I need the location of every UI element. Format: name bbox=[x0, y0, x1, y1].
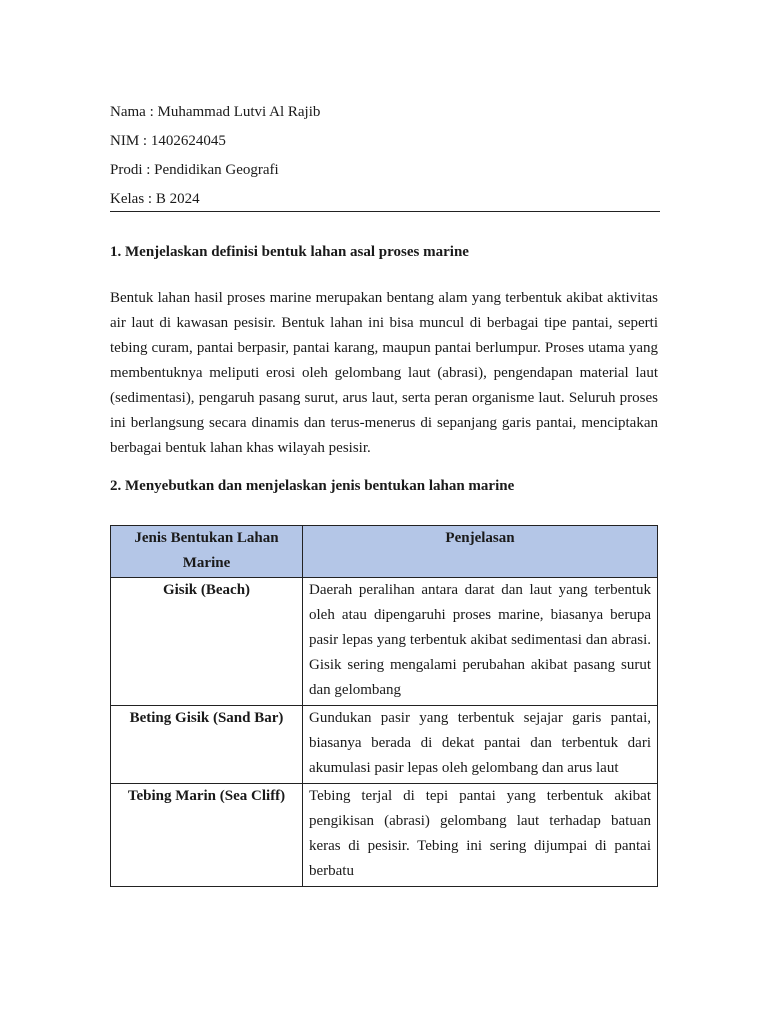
section-2-heading: 2. Menyebutkan dan menjelaskan jenis bentukan lahan marine bbox=[110, 478, 515, 494]
table-row bbox=[111, 578, 658, 706]
student-info bbox=[110, 98, 660, 214]
header-divider bbox=[110, 211, 660, 212]
table-row bbox=[111, 706, 658, 784]
landform-table bbox=[110, 525, 658, 887]
table-cell-penjelasan: Tebing terjal di tepi pantai yang terbentuk akibat pengikisan (abrasi) gelombang laut terhadap batuan keras di pesisir. Tebing ini sering dijumpai di pantai berbatu bbox=[303, 784, 658, 887]
table-header-row bbox=[111, 526, 658, 578]
table-cell-penjelasan: Daerah peralihan antara darat dan laut yang terbentuk oleh atau dipengaruhi proses marine, biasanya berupa pasir lepas yang terbentuk akibat sedimentasi dan abrasi. Gisik sering mengalami perubahan akibat pasang surut dan gelombang bbox=[303, 578, 658, 706]
table-header-jenis: Jenis Bentukan Lahan Marine bbox=[111, 526, 303, 578]
student-prodi: Prodi : Pendidikan Geografi bbox=[110, 162, 279, 178]
table-row bbox=[111, 784, 658, 887]
student-name: Nama : Muhammad Lutvi Al Rajib bbox=[110, 104, 321, 120]
table-cell-jenis: Beting Gisik (Sand Bar) bbox=[111, 706, 303, 784]
table-cell-jenis: Gisik (Beach) bbox=[111, 578, 303, 706]
table-cell-penjelasan: Gundukan pasir yang terbentuk sejajar garis pantai, biasanya berada di dekat pantai dan terbentuk dari akumulasi pasir lepas oleh gelombang dan arus laut bbox=[303, 706, 658, 784]
table-header-penjelasan: Penjelasan bbox=[303, 526, 658, 578]
student-kelas: Kelas : B 2024 bbox=[110, 191, 200, 207]
student-nim: NIM : 1402624045 bbox=[110, 133, 226, 149]
table-cell-jenis: Tebing Marin (Sea Cliff) bbox=[111, 784, 303, 887]
section-1-paragraph: Bentuk lahan hasil proses marine merupakan bentang alam yang terbentuk akibat aktivitas air laut di kawasan pesisir. Bentuk lahan ini bisa muncul di berbagai tipe pantai, seperti tebing curam, pantai berpasir, pantai karang, maupun pantai berlumpur. Proses utama yang membentuknya meliputi erosi oleh gelombang laut (abrasi), pengendapan material laut (sedimentasi), pengaruh pasang surut, arus laut, serta peran organisme laut. Seluruh proses ini berlangsung secara dinamis dan terus-menerus di sepanjang garis pantai, menciptakan berbagai bentuk lahan khas wilayah pesisir. bbox=[110, 290, 658, 456]
section-1-heading: 1. Menjelaskan definisi bentuk lahan asal proses marine bbox=[110, 244, 469, 260]
